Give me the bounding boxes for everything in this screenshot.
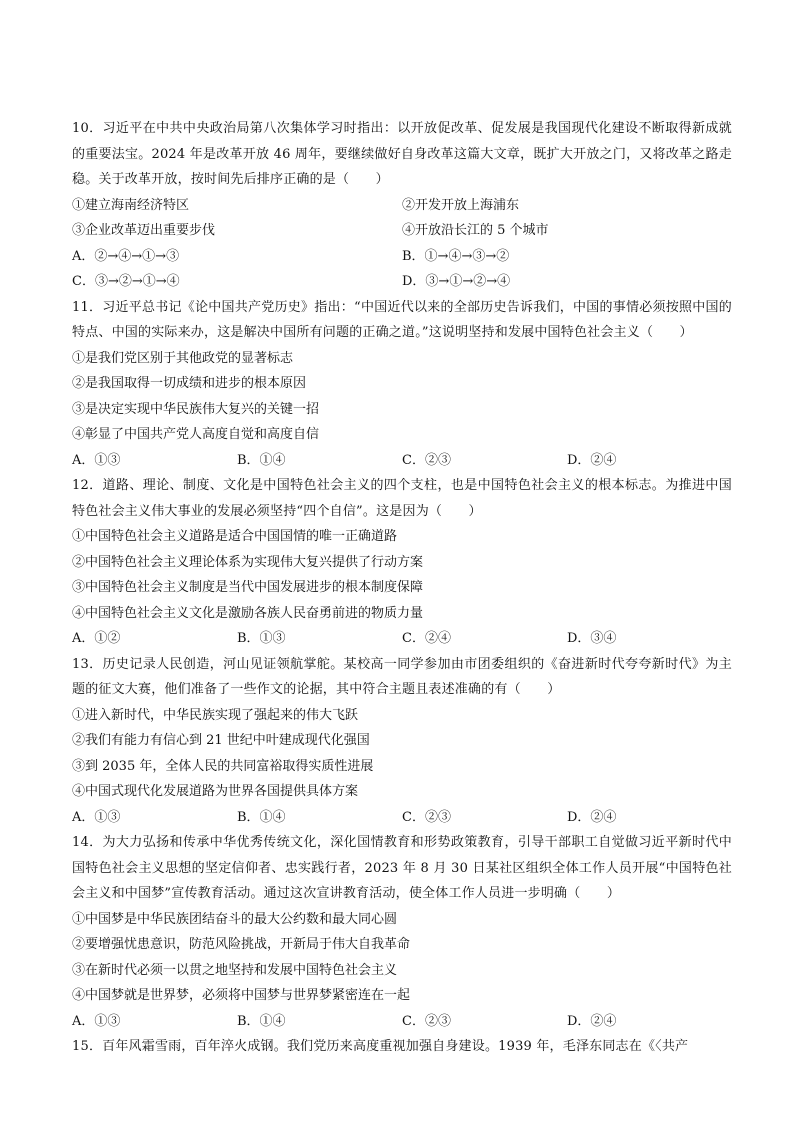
answer-option-d: D．②④ xyxy=(567,452,617,468)
question-stem: 14．为大力弘扬和传承中华优秀传统文化，深化国情教育和形势政策教育，引导干部职工自觉做习近平新时代中国特色社会主义思想的坚定信仰者、忠实践行者，2023 年 8 月 30 日某社区组织全体工作人员开展“中国特色社会主义和中国梦”宣传教育活动。通过这次宣讲教育活动，使全体工作人员进一步明确（ ） xyxy=(72,835,732,901)
answer-option-a: A．②→④→①→③ xyxy=(72,248,180,264)
option-row xyxy=(72,626,732,652)
answer-option-d: D．③→①→②→④ xyxy=(402,274,511,289)
statement-item: ④中国特色社会主义文化是激励各族人民奋勇前进的物质力量 xyxy=(72,605,424,621)
item-row xyxy=(72,218,732,244)
answer-option-c: C．③→②→①→④ xyxy=(72,274,180,289)
statement-item: ②要增强忧患意识，防范风险挑战，开新局于伟大自我革命 xyxy=(72,937,411,952)
statement-item: ④中国式现代化发展道路为世界各国提供具体方案 xyxy=(72,784,359,799)
question-stem: 10．习近平在中共中央政治局第八次集体学习时指出：以开放促改革、促发展是我国现代化建设不断取得新成就的重要法宝。2024 年是改革开放 46 周年，要继续做好自身改革这篇大文章，既扩大开放之门，又将改革之路走稳。关于改革开放，按时间先后排序正确的是（ ） xyxy=(72,121,732,187)
answer-option-a: A．①② xyxy=(72,631,121,646)
answer-option-a: A．①③ xyxy=(72,1013,121,1029)
question-12 xyxy=(72,473,732,652)
answer-option-b: B．①④ xyxy=(237,452,286,468)
question-11 xyxy=(72,295,732,474)
answer-option-c: C．②④ xyxy=(402,631,451,646)
answer-option-b: B．①④ xyxy=(237,1013,286,1029)
question-stem: 12．道路、理论、制度、文化是中国特色社会主义的四个支柱，也是中国特色社会主义的根本标志。为推进中国特色社会主义伟大事业的发展必须坚持“四个自信”。这是因为（ ） xyxy=(72,478,732,519)
statement-item: ④开放沿长江的 5 个城市 xyxy=(402,223,549,238)
answer-option-c: C．②③ xyxy=(402,452,451,468)
question-14 xyxy=(72,830,732,1034)
answer-option-a: A．①③ xyxy=(72,809,121,825)
statement-item: ③是决定实现中华民族伟大复兴的关键一招 xyxy=(72,401,320,417)
statement-item: ①进入新时代，中华民族实现了强起来的伟大飞跃 xyxy=(72,707,359,723)
question-stem: 11．习近平总书记《论中国共产党历史》指出：“中国近代以来的全部历史告诉我们，中国的事情必须按照中国的特点、中国的实际来办，这是解决中国所有问题的正确之道。”这说明坚持和发展中国特色社会主义（ ） xyxy=(72,299,732,340)
question-15 xyxy=(72,1034,732,1060)
statement-item: ④中国梦就是世界梦，必须将中国梦与世界梦紧密连在一起 xyxy=(72,988,411,1003)
statement-item: ②中国特色社会主义理论体系为实现伟大复兴提供了行动方案 xyxy=(72,554,424,570)
statement-item: ①建立海南经济特区 xyxy=(72,197,190,213)
option-row xyxy=(72,1009,732,1035)
option-row xyxy=(72,805,732,831)
statement-item: ③中国特色社会主义制度是当代中国发展进步的根本制度保障 xyxy=(72,580,424,595)
answer-option-b: B．①→④→③→② xyxy=(402,248,510,264)
statement-item: ①中国梦是中华民族团结奋斗的最大公约数和最大同心圆 xyxy=(72,911,398,927)
answer-option-d: D．③④ xyxy=(567,631,617,646)
answer-option-b: B．①③ xyxy=(237,631,286,646)
statement-item: ②我们有能力有信心到 21 世纪中叶建成现代化强国 xyxy=(72,733,370,748)
answer-option-c: C．②③ xyxy=(402,1013,451,1029)
statement-item: ①中国特色社会主义道路是适合中国国情的唯一正确道路 xyxy=(72,529,398,544)
statement-item: ②开发开放上海浦东 xyxy=(402,197,520,213)
statement-item: ②是我国取得一切成绩和进步的根本原因 xyxy=(72,376,307,391)
statement-item: ③在新时代必须一以贯之地坚持和发展中国特色社会主义 xyxy=(72,962,398,978)
answer-option-c: C．②③ xyxy=(402,809,451,825)
statement-item: ①是我们党区别于其他政党的显著标志 xyxy=(72,350,294,366)
option-row xyxy=(72,448,732,474)
question-stem: 15．百年风霜雪雨，百年淬火成钢。我们党历来高度重视加强自身建设。1939 年，毛泽东同志在《〈共产 xyxy=(72,1039,689,1054)
option-row xyxy=(72,269,732,295)
statement-item: ③到 2035 年，全体人民的共同富裕取得实质性进展 xyxy=(72,758,374,774)
question-13 xyxy=(72,652,732,831)
option-row xyxy=(72,244,732,270)
statement-item: ③企业改革迈出重要步伐 xyxy=(72,223,216,238)
answer-option-d: D．②④ xyxy=(567,809,617,825)
answer-option-a: A．①③ xyxy=(72,452,121,468)
answer-option-d: D．②④ xyxy=(567,1013,617,1029)
question-stem: 13．历史记录人民创造，河山见证领航掌舵。某校高一同学参加由市团委组织的《奋进新时代夸夸新时代》为主题的征文大赛，他们准备了一些作文的论据，其中符合主题且表述准确的有（ ） xyxy=(72,656,732,697)
question-10 xyxy=(72,116,732,295)
statement-item: ④彰显了中国共产党人高度自觉和高度自信 xyxy=(72,427,320,442)
item-row xyxy=(72,193,732,219)
answer-option-b: B．①④ xyxy=(237,809,286,825)
